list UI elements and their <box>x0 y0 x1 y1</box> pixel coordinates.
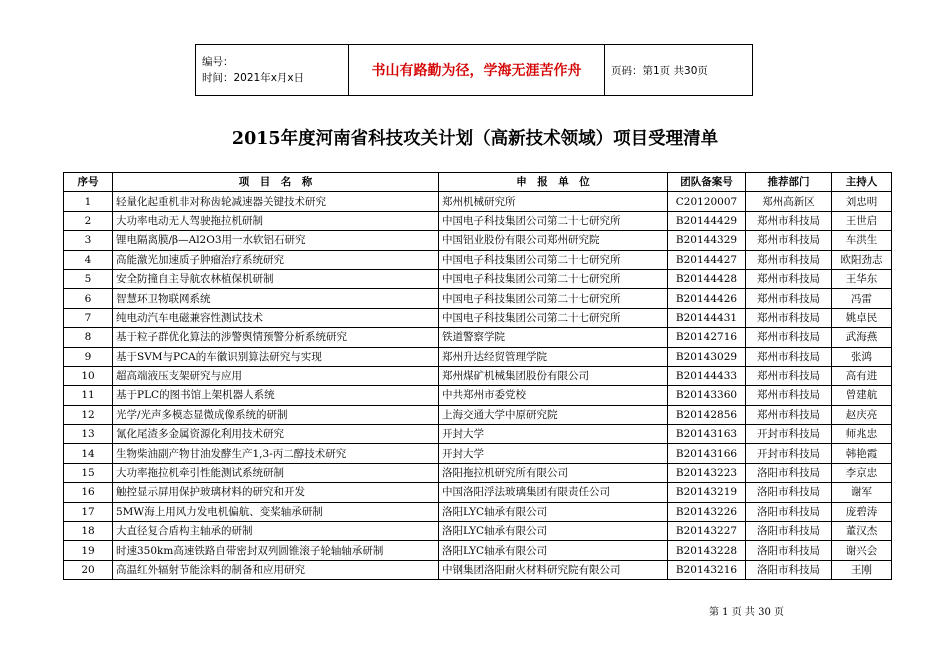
col-header-seq: 序号 <box>64 173 113 192</box>
cell-unit: 中国洛阳浮法玻璃集团有限责任公司 <box>439 483 668 502</box>
cell-department: 洛阳市科技局 <box>746 463 832 482</box>
cell-project-name: 大功率拖拉机牵引性能测试系统研制 <box>113 463 439 482</box>
cell-team-id: B20144431 <box>668 308 746 327</box>
cell-seq: 6 <box>64 289 113 308</box>
cell-team-id: B20143219 <box>668 483 746 502</box>
cell-unit: 中国铝业股份有限公司郑州研究院 <box>439 231 668 250</box>
cell-team-id: B20144426 <box>668 289 746 308</box>
header-meta <box>196 45 349 96</box>
cell-team-id: C20120007 <box>668 192 746 211</box>
table-row <box>64 347 892 366</box>
cell-department: 开封市科技局 <box>746 444 832 463</box>
cell-unit: 郑州煤矿机械集团股份有限公司 <box>439 366 668 385</box>
cell-project-name: 智慧环卫物联网系统 <box>113 289 439 308</box>
cell-unit: 郑州升达经贸管理学院 <box>439 347 668 366</box>
cell-department: 开封市科技局 <box>746 425 832 444</box>
cell-project-name: 时速350km高速铁路自带密封双列圆锥滚子轮轴轴承研制 <box>113 541 439 560</box>
cell-team-id: B20143166 <box>668 444 746 463</box>
cell-project-name: 纯电动汽车电磁兼容性测试技术 <box>113 308 439 327</box>
cell-department: 郑州市科技局 <box>746 308 832 327</box>
cell-department: 郑州市科技局 <box>746 328 832 347</box>
cell-project-name: 高温红外辐射节能涂料的制备和应用研究 <box>113 560 439 579</box>
cell-seq: 7 <box>64 308 113 327</box>
table-row <box>64 386 892 405</box>
table-row <box>64 211 892 230</box>
cell-seq: 15 <box>64 463 113 482</box>
cell-leader: 冯雷 <box>832 289 892 308</box>
cell-unit: 洛阳LYC轴承有限公司 <box>439 541 668 560</box>
cell-seq: 19 <box>64 541 113 560</box>
cell-department: 洛阳市科技局 <box>746 483 832 502</box>
cell-team-id: B20143163 <box>668 425 746 444</box>
cell-unit: 郑州机械研究所 <box>439 192 668 211</box>
cell-project-name: 5MW海上用风力发电机偏航、变桨轴承研制 <box>113 502 439 521</box>
cell-project-name: 光学/光声多模态显微成像系统的研制 <box>113 405 439 424</box>
cell-team-id: B20143029 <box>668 347 746 366</box>
table-row <box>64 250 892 269</box>
document-header <box>195 44 753 96</box>
cell-project-name: 生物柴油副产物甘油发酵生产1,3-丙二醇技术研究 <box>113 444 439 463</box>
cell-team-id: B20142716 <box>668 328 746 347</box>
cell-unit: 洛阳LYC轴承有限公司 <box>439 522 668 541</box>
col-header-project: 项 目 名 称 <box>113 173 439 192</box>
cell-seq: 16 <box>64 483 113 502</box>
table-row <box>64 328 892 347</box>
cell-department: 郑州市科技局 <box>746 211 832 230</box>
cell-unit: 洛阳拖拉机研究所有限公司 <box>439 463 668 482</box>
cell-seq: 11 <box>64 386 113 405</box>
table-row <box>64 192 892 211</box>
cell-department: 郑州市科技局 <box>746 289 832 308</box>
table-row <box>64 560 892 579</box>
document-title: 2015年度河南省科技攻关计划（高新技术领域）项目受理清单 <box>231 129 719 149</box>
table-row <box>64 405 892 424</box>
cell-unit: 中国电子科技集团公司第二十七研究所 <box>439 250 668 269</box>
cell-project-name: 氰化尾渣多金属资源化利用技术研究 <box>113 425 439 444</box>
cell-unit: 中国电子科技集团公司第二十七研究所 <box>439 289 668 308</box>
cell-department: 郑州市科技局 <box>746 269 832 288</box>
cell-team-id: B20144429 <box>668 211 746 230</box>
time-label: 时间：2021年x月x日 <box>202 72 305 84</box>
cell-team-id: B20142856 <box>668 405 746 424</box>
cell-project-name: 超高端液压支架研究与应用 <box>113 366 439 385</box>
cell-team-id: B20143223 <box>668 463 746 482</box>
cell-leader: 董汉杰 <box>832 522 892 541</box>
cell-leader: 赵庆亮 <box>832 405 892 424</box>
table-row <box>64 308 892 327</box>
cell-unit: 洛阳LYC轴承有限公司 <box>439 502 668 521</box>
cell-leader: 张鸿 <box>832 347 892 366</box>
cell-department: 郑州高新区 <box>746 192 832 211</box>
cell-project-name: 轻量化起重机非对称齿轮减速器关键技术研究 <box>113 192 439 211</box>
table-row <box>64 269 892 288</box>
cell-project-name: 高能激光加速质子肿瘤治疗系统研究 <box>113 250 439 269</box>
table-row <box>64 425 892 444</box>
cell-seq: 17 <box>64 502 113 521</box>
number-label: 编号： <box>202 56 234 68</box>
cell-project-name: 触控显示屏用保护玻璃材料的研究和开发 <box>113 483 439 502</box>
cell-team-id: B20144433 <box>668 366 746 385</box>
cell-department: 郑州市科技局 <box>746 347 832 366</box>
table-row <box>64 483 892 502</box>
col-header-department: 推荐部门 <box>746 173 832 192</box>
cell-seq: 13 <box>64 425 113 444</box>
cell-leader: 曾建航 <box>832 386 892 405</box>
cell-leader: 王刚 <box>832 560 892 579</box>
cell-department: 洛阳市科技局 <box>746 522 832 541</box>
table-row <box>64 502 892 521</box>
cell-leader: 王华东 <box>832 269 892 288</box>
cell-unit: 中钢集团洛阳耐火材料研究院有限公司 <box>439 560 668 579</box>
cell-department: 洛阳市科技局 <box>746 560 832 579</box>
page-footer: 第 1 页 共 30 页 <box>709 607 784 618</box>
table-row <box>64 522 892 541</box>
cell-team-id: B20143216 <box>668 560 746 579</box>
cell-leader: 王世启 <box>832 211 892 230</box>
cell-seq: 12 <box>64 405 113 424</box>
cell-seq: 8 <box>64 328 113 347</box>
cell-leader: 武海燕 <box>832 328 892 347</box>
cell-unit: 中国电子科技集团公司第二十七研究所 <box>439 211 668 230</box>
project-table <box>63 172 892 580</box>
table-row <box>64 541 892 560</box>
table-row <box>64 444 892 463</box>
page-info: 页码：第1页 共30页 <box>605 45 753 96</box>
cell-leader: 谢军 <box>832 483 892 502</box>
cell-seq: 2 <box>64 211 113 230</box>
cell-unit: 中共郑州市委党校 <box>439 386 668 405</box>
cell-department: 洛阳市科技局 <box>746 502 832 521</box>
cell-team-id: B20144428 <box>668 269 746 288</box>
cell-project-name: 大功率电动无人驾驶拖拉机研制 <box>113 211 439 230</box>
cell-team-id: B20143360 <box>668 386 746 405</box>
cell-unit: 铁道警察学院 <box>439 328 668 347</box>
cell-leader: 师兆忠 <box>832 425 892 444</box>
cell-unit: 开封大学 <box>439 425 668 444</box>
cell-seq: 10 <box>64 366 113 385</box>
cell-project-name: 基于PLC的图书馆上架机器人系统 <box>113 386 439 405</box>
cell-department: 郑州市科技局 <box>746 405 832 424</box>
cell-leader: 欧阳劲志 <box>832 250 892 269</box>
cell-project-name: 安全防撞自主导航农林植保机研制 <box>113 269 439 288</box>
cell-department: 洛阳市科技局 <box>746 541 832 560</box>
col-header-unit: 申 报 单 位 <box>439 173 668 192</box>
cell-leader: 庞碧涛 <box>832 502 892 521</box>
col-header-leader: 主持人 <box>832 173 892 192</box>
cell-unit: 中国电子科技集团公司第二十七研究所 <box>439 269 668 288</box>
cell-department: 郑州市科技局 <box>746 250 832 269</box>
cell-department: 郑州市科技局 <box>746 231 832 250</box>
cell-unit: 上海交通大学中原研究院 <box>439 405 668 424</box>
cell-leader: 李京忠 <box>832 463 892 482</box>
cell-leader: 韩艳霞 <box>832 444 892 463</box>
cell-seq: 18 <box>64 522 113 541</box>
cell-seq: 1 <box>64 192 113 211</box>
table-row <box>64 366 892 385</box>
cell-leader: 车洪生 <box>832 231 892 250</box>
cell-leader: 高有进 <box>832 366 892 385</box>
cell-unit: 开封大学 <box>439 444 668 463</box>
cell-department: 郑州市科技局 <box>746 386 832 405</box>
cell-seq: 14 <box>64 444 113 463</box>
cell-leader: 姚卓民 <box>832 308 892 327</box>
cell-seq: 4 <box>64 250 113 269</box>
cell-project-name: 锂电隔离膜/β—Al2O3用一水软铝石研究 <box>113 231 439 250</box>
cell-project-name: 基于SVM与PCA的车徽识别算法研究与实现 <box>113 347 439 366</box>
col-header-team-id: 团队备案号 <box>668 173 746 192</box>
cell-team-id: B20143226 <box>668 502 746 521</box>
cell-team-id: B20143228 <box>668 541 746 560</box>
cell-seq: 5 <box>64 269 113 288</box>
cell-unit: 中国电子科技集团公司第二十七研究所 <box>439 308 668 327</box>
cell-seq: 9 <box>64 347 113 366</box>
motto: 书山有路勤为径，学海无涯苦作舟 <box>349 45 605 96</box>
table-row <box>64 463 892 482</box>
cell-seq: 20 <box>64 560 113 579</box>
cell-department: 郑州市科技局 <box>746 366 832 385</box>
cell-project-name: 基于粒子群优化算法的涉警舆情预警分析系统研究 <box>113 328 439 347</box>
table-header-row <box>64 173 892 192</box>
cell-team-id: B20143227 <box>668 522 746 541</box>
cell-team-id: B20144427 <box>668 250 746 269</box>
table-row <box>64 289 892 308</box>
cell-leader: 刘忠明 <box>832 192 892 211</box>
table-row <box>64 231 892 250</box>
cell-leader: 谢兴会 <box>832 541 892 560</box>
cell-team-id: B20144329 <box>668 231 746 250</box>
cell-project-name: 大直径复合盾构主轴承的研制 <box>113 522 439 541</box>
cell-seq: 3 <box>64 231 113 250</box>
